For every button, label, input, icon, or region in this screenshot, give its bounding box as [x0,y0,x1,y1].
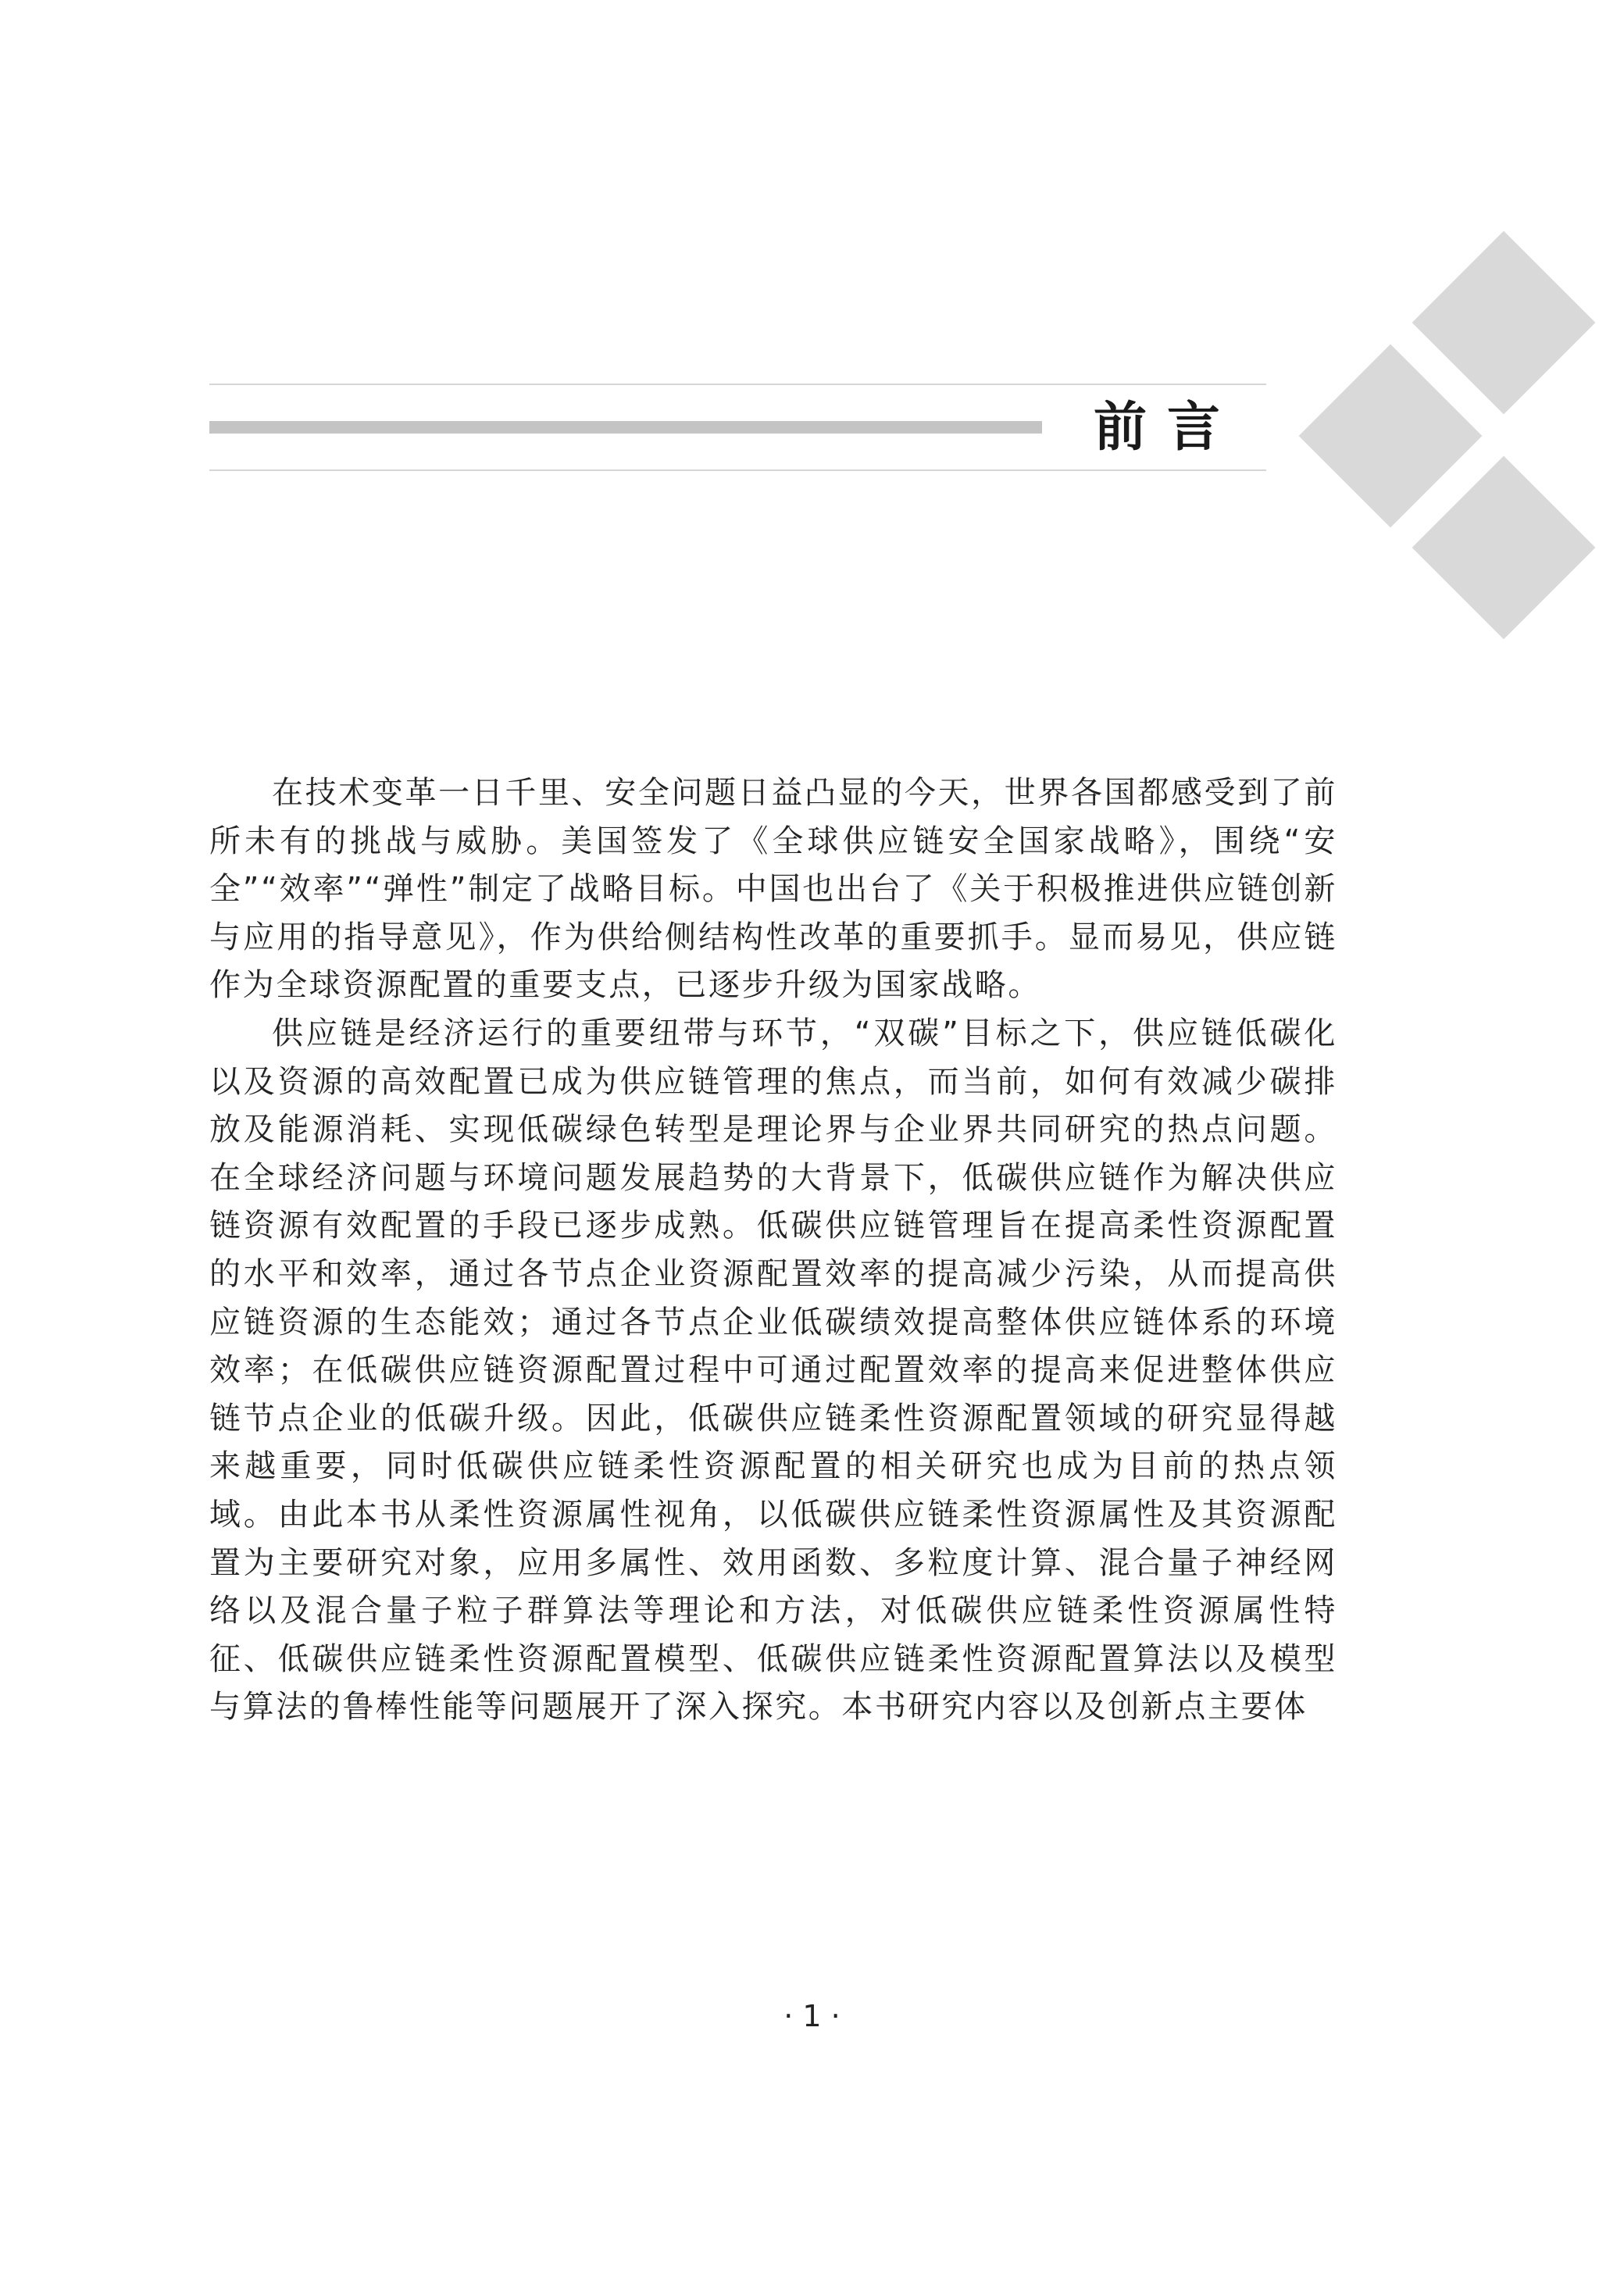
decorative-diamond-bottom [1412,456,1596,640]
paragraph-2: 供应链是经济运行的重要纽带与环节，“双碳”目标之下，供应链低碳化以及资源的高效配置已成为供应链管理的焦点，而当前，如何有效减少碳排放及能源消耗、实现低碳绿色转型是理论界与企业界共同研究的热点问题。在全球经济问题与环境问题发展趋势的大背景下，低碳供应链作为解决供应链资源有效配置的手段已逐步成熟。低碳供应链管理旨在提高柔性资源配置的水平和效率，通过各节点企业资源配置效率的提高减少污染，从而提高供应链资源的生态能效；通过各节点企业低碳绩效提高整体供应链体系的环境效率；在低碳供应链资源配置过程中可通过配置效率的提高来促进整体供应链节点企业的低碳升级。因此，低碳供应链柔性资源配置领域的研究显得越来越重要，同时低碳供应链柔性资源配置的相关研究也成为目前的热点领域。由此本书从柔性资源属性视角，以低碳供应链柔性资源属性及其资源配置为主要研究对象，应用多属性、效用函数、多粒度计算、混合量子神经网络以及混合量子粒子群算法等理论和方法，对低碳供应链柔性资源属性特征、低碳供应链柔性资源配置模型、低碳供应链柔性资源配置算法以及模型与算法的鲁棒性能等问题展开了深入探究。本书研究内容以及创新点主要体 [209,1015,1337,1726]
page-title: 前言 [1094,397,1241,459]
page-number: · 1 · [783,1999,841,2033]
paragraph-1: 在技术变革一日千里、安全问题日益凸显的今天，世界各国都感受到了前所未有的挑战与威胁。美国签发了《全球供应链安全国家战略》，围绕“安全”“效率”“弹性”制定了战略目标。中国也出台了《关于积极推进供应链创新与应用的指导意见》，作为供给侧结构性改革的重要抓手。显而易见，供应链作为全球资源配置的重要支点，已逐步升级为国家战略。 [209,775,1337,1004]
decorative-diamond-top [1412,231,1596,415]
title-bar [209,421,1042,434]
decorative-diamond-left [1299,344,1483,528]
header-rule-bottom [209,469,1266,471]
body-text [209,769,1337,1732]
header-rule-top [209,384,1266,385]
